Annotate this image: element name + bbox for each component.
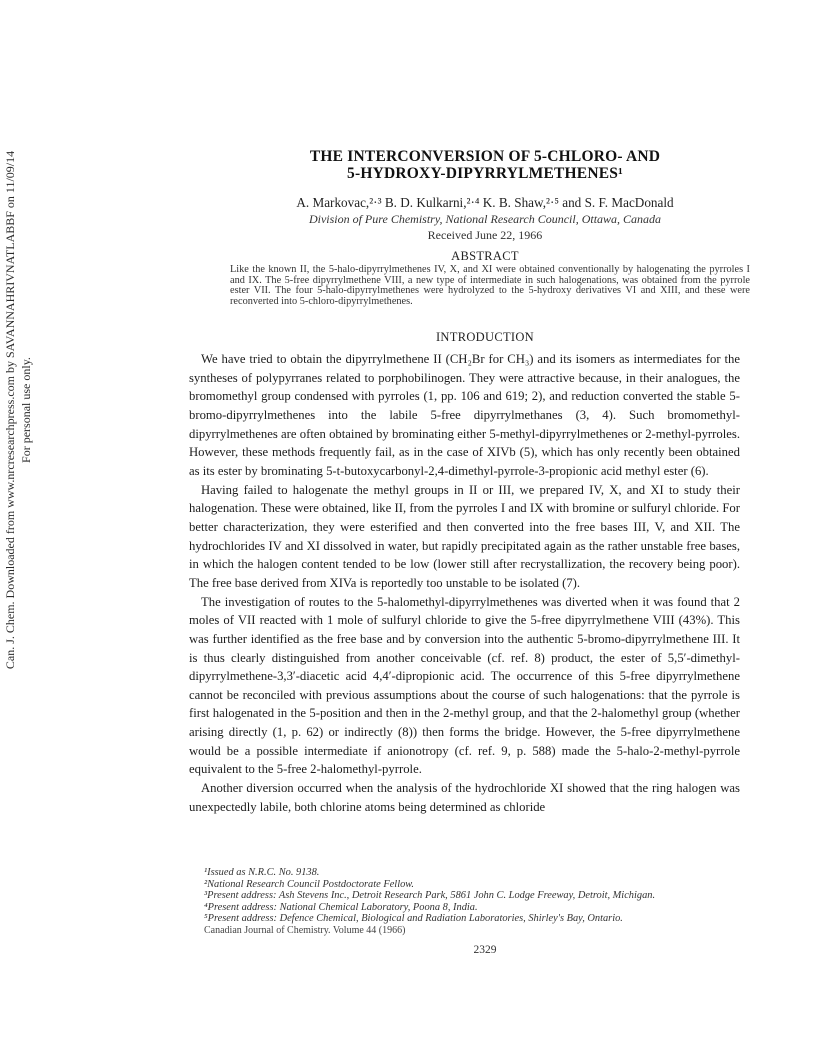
authors: A. Markovac,²·³ B. D. Kulkarni,²·⁴ K. B. Shaw,²·⁵ and S. F. MacDonald — [296, 195, 674, 210]
footnotes — [204, 867, 764, 925]
paragraph-3: The investigation of routes to the 5-halomethyl-dipyrrylmethenes was diverted when it was found that 2 moles of VII reacted with 1 mole of sulfuryl chloride to give the 5-free dipyrrylmethene VIII (43%). This was further identified as the free base and by conversion into the authentic 5-bromo-dipyrrylmethene III. It is thus clearly distinguished from another conceivable (cf. ref. 8) product, the ester of 5,5′-dimethyl-dipyrrylmethene-3,3′-diacetic acid 4,4′-dipropionic acid. The occurrence of this 5-free dipyrrylmethene cannot be reconciled with previous assumptions about the course of such halogenations: that the pyrrole is first halogenated in the 5-position and then in the 2-methyl group, and that the 2-halomethyl group (whether arising directly (1, p. 62) or indirectly (8)) then forms the bridge. However, the 5-free dipyrrylmethene would be a possible intermediate if anionotropy (cf. ref. 9, p. 588) made the 5-halo-2-methyl-pyrrole equivalent to the 5-free 2-halomethyl-pyrrole. — [189, 594, 740, 777]
download-watermark — [0, 150, 40, 670]
journal-citation: Canadian Journal of Chemistry. Volume 44 (1966) — [204, 925, 406, 936]
affiliation: Division of Pure Chemistry, National Research Council, Ottawa, Canada — [308, 212, 662, 226]
footnote-4: ⁴Present address: National Chemical Laboratory, Poona 8, India. — [204, 901, 478, 913]
abstract-text: Like the known II, the 5-halo-dipyrrylmethenes IV, X, and XI were obtained conventionally by halogenating the pyrroles I and IX. The 5-free dipyrrylmethene VIII, a new type of intermediate in such halogenations, was obtained from the pyrrole ester VII. The four 5-halo-dipyrrylmethenes were hydrolyzed to the 5-hydroxy derivatives VI and XIII, and these were reconverted into 5-chloro-dipyrrylmethenes. — [230, 264, 750, 307]
received-date: Received June 22, 1966 — [427, 228, 543, 242]
paragraph-1: We have tried to obtain the dipyrrylmethene II (CH₂Br for CH₃) and its isomers as intermediates for the syntheses of polypyrranes related to porphobilinogen. They were attractive because, in their analogues, the bromomethyl group condensed with pyrroles (1, pp. 106 and 619; 2), and reduction converted the stable 5-bromo-dipyrrylmethenes into the labile 5-free dipyrrylmethanes (3, 4). Such bromomethyl-dipyrrylmethenes are often obtained by brominating either 5-methyl-dipyrrylmethenes or 2-methyl-pyrroles. However, these methods frequently fail, as in the case of XIVb (5), which has only recently been obtained as its ester by brominating 5-t-butoxycarbonyl-2,4-dimethyl-pyrrole-3-propionic acid methyl ester (6). — [189, 352, 740, 478]
paragraph-4: Another diversion occurred when the analysis of the hydrochloride XI showed that the ring halogen was unexpectedly labile, both chlorine atoms being determined as chloride — [189, 781, 740, 814]
title-line-2: 5-HYDROXY-DIPYRRYLMETHENES¹ — [347, 165, 623, 182]
body-text — [189, 350, 740, 816]
page-number: 2329 — [473, 944, 497, 956]
title-line-1: THE INTERCONVERSION OF 5-CHLORO- AND — [309, 148, 661, 165]
footnote-1: ¹Issued as N.R.C. No. 9138. — [204, 867, 320, 878]
introduction-heading: INTRODUCTION — [435, 330, 535, 344]
footnote-2: ²National Research Council Postdoctorate Fellow. — [204, 878, 415, 890]
paragraph-2: Having failed to halogenate the methyl groups in II or III, we prepared IV, X, and XI to study their halogenation. These were obtained, like II, from the pyrroles I and IX with bromine or sulfuryl chloride. For better characterization, they were esterified and then converted into the free bases III, V, and XII. The hydrochlorides IV and XI dissolved in water, but rapidly precipitated again as the rather unstable free bases, in which the halogen content tended to be low (lower still after recrystallization, the recovery being poor). The free base derived from XIVa is reportedly too unstable to be isolated (7). — [189, 482, 740, 590]
watermark-line-1: Can. J. Chem. Downloaded from www.nrcresearchpress.com by SAVANNAHRIVNATLABBF on 11/09/14 — [3, 150, 17, 670]
footnote-5: ⁵Present address: Defence Chemical, Biological and Radiation Laboratories, Shirley's Bay, Ontario. — [204, 913, 623, 925]
watermark-line-2: For personal use only. — [19, 357, 33, 463]
footnote-3: ³Present address: Ash Stevens Inc., Detroit Research Park, 5861 John C. Lodge Freeway, Detroit, Michigan. — [204, 890, 656, 902]
abstract-heading: ABSTRACT — [451, 249, 519, 263]
